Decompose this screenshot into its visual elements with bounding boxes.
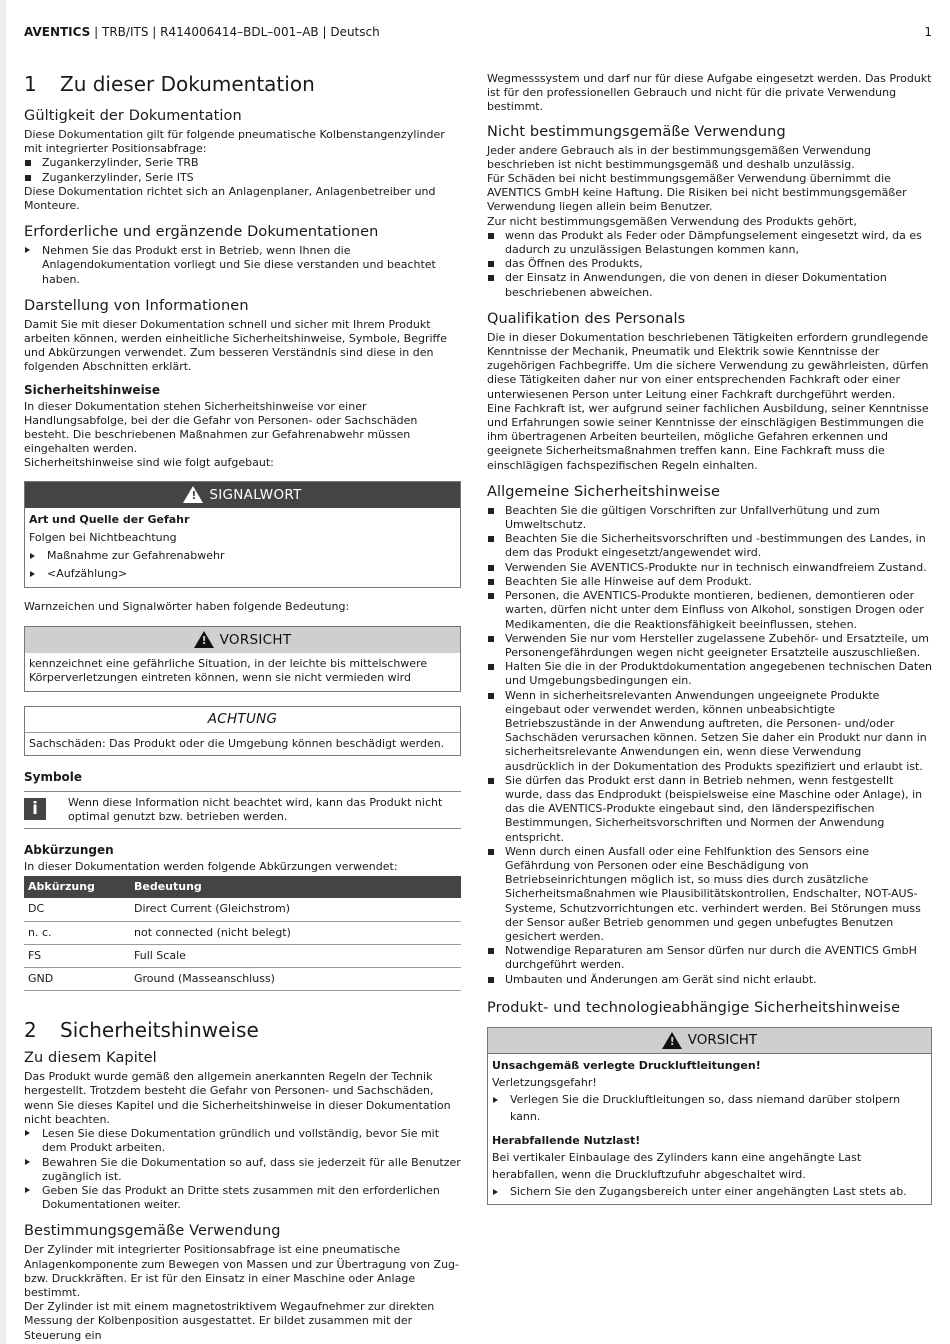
section-2-heading: 2 Sicherheitshinweise — [24, 1018, 259, 1043]
warning-icon: ! — [194, 631, 214, 648]
achtung-text: Sachschäden: Das Produkt oder die Umgebung können beschädigt werden. — [29, 736, 445, 750]
paragraph: Wegmesssystem und darf nur für diese Aufgabe eingesetzt werden. Das Produkt ist für den professionellen Gebrauch und nicht für die private Verwendung bestimmt. — [487, 72, 932, 114]
list-item: Nehmen Sie das Produkt erst in Betrieb, wenn Ihnen die Anlagendokumentation vorliegt und Sie diese verstanden und beachtet haben. — [24, 244, 461, 287]
list-item: Verlegen Sie die Druckluftleitungen so, dass niemand darüber stolpern kann. — [492, 1091, 927, 1125]
list-item: das Öffnen des Produkts, — [487, 257, 932, 271]
paragraph: Eine Fachkraft ist, wer aufgrund seiner fachlichen Ausbildung, seiner Kenntnisse und Erfahrungen sowie seiner Kenntnisse der einschlägigen Bestimmungen die ihm übertragenen Arbeiten beurteilen, mögliche Gefahren erkennen und geeignete Sicherheitsmaßnahmen treffen kann. Eine Fachkraft muss die einschlägigen fachspezifischen Regeln einhalten. — [487, 401, 929, 472]
warning-2-title: Herabfallende Nutzlast! — [492, 1133, 641, 1147]
table-header-meaning: Bedeutung — [130, 876, 461, 898]
paragraph: Das Produkt wurde gemäß den allgemein anerkannten Regeln der Technik hergestellt. Trotzdem besteht die Gefahr von Personen- und Sachschäden, wenn Sie dieses Kapitel und die Sicherheitshinweise in dieser Dokumentation nicht beachten. — [24, 1070, 451, 1126]
list-item: Verwenden Sie AVENTICS-Produkte nur in technisch einwandfreiem Zustand. — [487, 561, 932, 575]
heading-validity: Gültigkeit der Dokumentation — [24, 108, 242, 124]
heading-symbols: Symbole — [24, 769, 83, 784]
list-item: Sie dürfen das Produkt erst dann in Betrieb nehmen, wenn festgestellt wurde, dass das Endprodukt (beispielsweise eine Maschine oder Anlage), in das die AVENTICS-Produkte eingebaut sind, den länderspezifischen Bestimmungen, Sicherheitsvorschriften und Normen der Anwendung entspricht. — [487, 774, 932, 845]
table-cell: FS — [24, 944, 130, 967]
list-item: Halten Sie die in der Produktdokumentation angegebenen technischen Daten und Umgebungsbedingungen ein. — [487, 660, 932, 688]
table-cell: DC — [24, 898, 130, 921]
list-item: Beachten Sie die Sicherheitsvorschriften und -bestimmungen des Landes, in dem das Produkt eingesetzt/angewendet wird. — [487, 532, 932, 560]
table-cell: GND — [24, 968, 130, 991]
vorsicht-product-box — [487, 1027, 932, 1205]
paragraph: Die in dieser Dokumentation beschriebenen Tätigkeiten erfordern grundlegende Kenntnisse der Mechanik, Pneumatik und Elektrik sowie Kenntnisse der zugehörigen Fachbegriffe. Um die sichere Verwendung zu gewährleisten, dürfen diese Tätigkeiten daher nur von einer entsprechenden Fachkraft oder einer unterwiesenen Person unter Leitung einer Fachkraft durchgeführt werden. — [487, 330, 929, 401]
heading-chapter: Zu diesem Kapitel — [24, 1050, 157, 1067]
left-column — [24, 70, 461, 1343]
warning-1-title: Unsachgemäß verlegte Druckluftleitungen! — [492, 1058, 761, 1072]
paragraph: In dieser Dokumentation stehen Sicherheitshinweise vor einer Handlungsabfolge, bei der die Gefahr von Personen- oder Sachschäden besteht. Die beschriebenen Maßnahmen zur Gefahrenabwehr müssen eingehalten werden. — [24, 399, 418, 456]
heading-general-safety: Allgemeine Sicherheitshinweise — [487, 483, 720, 500]
info-symbol-row — [24, 791, 461, 829]
warning-2-text: Bei vertikaler Einbaulage des Zylinders kann eine angehängte Last herabfallen, wenn die Druckluftzufuhr abgeschaltet wird. — [492, 1150, 862, 1181]
heading-safety-notes: Sicherheitshinweise — [24, 382, 160, 397]
list-item: <Aufzählung> — [29, 565, 456, 583]
list-item: Notwendige Reparaturen am Sensor dürfen nur durch die AVENTICS GmbH durchgeführt werden. — [487, 944, 932, 972]
paragraph: Zur nicht bestimmungsgemäßen Verwendung des Produkts gehört, — [487, 214, 857, 228]
hazard-type: Art und Quelle der Gefahr — [29, 512, 190, 526]
paragraph: Jeder andere Gebrauch als in der bestimmungsgemäßen Verwendung beschrieben ist nicht bestimmungsgemäß und deshalb unzulässig. — [487, 143, 872, 171]
warning-icon: ! — [183, 486, 203, 503]
table-cell: not connected (nicht belegt) — [130, 921, 461, 944]
signalwort-header: ! SIGNALWORT — [25, 482, 460, 508]
paragraph: Diese Dokumentation richtet sich an Anlagenplaner, Anlagenbetreiber und Monteure. — [24, 184, 436, 213]
abbreviations-table — [24, 876, 461, 991]
paragraph: Der Zylinder ist mit einem magnetostriktivem Wegaufnehmer zur direkten Messung der Kolbenposition ausgestattet. Er bildet zusammen mit der Steuerung ein — [24, 1300, 435, 1342]
vorsicht-header: ! VORSICHT — [25, 627, 460, 653]
list-item: Umbauten und Änderungen am Gerät sind nicht erlaubt. — [487, 973, 932, 987]
list-item: der Einsatz in Anwendungen, die von denen in dieser Dokumentation beschriebenen abweichen. — [487, 271, 932, 299]
vorsicht-text: kennzeichnet eine gefährliche Situation, in der leichte bis mittelschwere Körperverletzungen eintreten können, wenn sie nicht vermieden wird — [29, 656, 428, 685]
right-column — [487, 72, 932, 1215]
heading-intended-use: Bestimmungsgemäße Verwendung — [24, 1223, 281, 1240]
paragraph: Warnzeichen und Signalwörter haben folgende Bedeutung: — [24, 599, 350, 613]
achtung-box — [24, 706, 461, 756]
table-row — [24, 898, 461, 921]
paragraph: In dieser Dokumentation werden folgende Abkürzungen verwendet: — [24, 860, 398, 874]
list-item: Maßnahme zur Gefahrenabwehr — [29, 547, 456, 565]
required-list — [24, 244, 461, 287]
table-header-abbr: Abkürzung — [24, 876, 130, 898]
table-row — [24, 968, 461, 991]
info-icon: i — [24, 798, 46, 820]
signalwort-box — [24, 481, 461, 588]
misuse-list — [487, 229, 932, 300]
table-cell: n. c. — [24, 921, 130, 944]
table-row — [24, 921, 461, 944]
list-item: Lesen Sie diese Dokumentation gründlich und vollständig, bevor Sie mit dem Produkt arbeiten. — [24, 1127, 461, 1155]
achtung-header: ACHTUNG — [25, 707, 460, 733]
general-safety-list — [487, 504, 932, 987]
list-item: Zugankerzylinder, Serie TRB — [24, 156, 461, 170]
heading-required-docs: Erforderliche und ergänzende Dokumentationen — [24, 224, 379, 241]
brand-name: AVENTICS — [24, 25, 91, 39]
list-item: Zugankerzylinder, Serie ITS — [24, 171, 461, 185]
vorsicht-header: ! VORSICHT — [488, 1028, 931, 1054]
list-item: Beachten Sie alle Hinweise auf dem Produkt. — [487, 575, 932, 589]
section-1-heading: 1 Zu dieser Dokumentation — [24, 72, 315, 96]
heading-qualification: Qualifikation des Personals — [487, 310, 686, 327]
paragraph: Für Schäden bei nicht bestimmungsgemäßer Verwendung übernimmt die AVENTICS GmbH keine Haftung. Die Risiken bei nicht bestimmungsgemäßer Verwendung liegen allein beim Benutzer. — [487, 172, 907, 214]
paragraph: Damit Sie mit dieser Dokumentation schnell und sicher mit Ihrem Produkt arbeiten können, werden einheitliche Sicherheitshinweise, Symbole, Begriffe und Abkürzungen verwendet. Zum besseren Verständnis sind diese in den folgenden Abschnitten erklärt. — [24, 317, 447, 374]
vorsicht-box — [24, 626, 461, 692]
list-item: Wenn durch einen Ausfall oder eine Fehlfunktion des Sensors eine Gefährdung von Personen oder eine Beschädigung von Betriebseinrichtungen möglich ist, so muss dies durch zusätzliche Sicherheitsmaßnahmen wie Plausibilitätskontrollen, Endschalter, NOT-AUS-Systeme, Schutzvorrichtungen etc. verhindert werden. Bei Störungen muss der Sensor außer Betrieb genommen und gegen unbefugtes Benutzen gesichert werden. — [487, 845, 932, 944]
list-item: wenn das Produkt als Feder oder Dämpfungselement eingesetzt wird, da es dadurch zu unzulässigen Belastungen kommen kann, — [487, 229, 932, 257]
paragraph: Sicherheitshinweise sind wie folgt aufgebaut: — [24, 456, 274, 470]
paragraph: Diese Dokumentation gilt für folgende pneumatische Kolbenstangenzylinder mit integrierter Positionsabfrage: — [24, 128, 445, 156]
table-row — [24, 944, 461, 967]
list-item: Bewahren Sie die Dokumentation so auf, dass sie jederzeit für alle Benutzer zugänglich ist. — [24, 1156, 461, 1184]
warning-1-text: Verletzungsgefahr! — [492, 1075, 597, 1089]
heading-product-safety: Produkt- und technologieabhängige Sicherheitshinweise — [487, 999, 901, 1016]
page-number: 1 — [924, 25, 932, 39]
info-text: Wenn diese Information nicht beachtet wird, kann das Produkt nicht optimal genutzt bzw. betrieben werden. — [68, 795, 443, 824]
list-item: Personen, die AVENTICS-Produkte montieren, bedienen, demontieren oder warten, dürfen nicht unter dem Einfluss von Alkohol, sonstigen Drogen oder Medikamenten, die die Reaktionsfähigkeit beeinflussen, stehen. — [487, 589, 932, 632]
table-cell: Full Scale — [130, 944, 461, 967]
table-cell: Direct Current (Gleichstrom) — [130, 898, 461, 921]
hazard-consequence: Folgen bei Nichtbeachtung — [29, 530, 177, 544]
list-item: Geben Sie das Produkt an Dritte stets zusammen mit den erforderlichen Dokumentationen weiter. — [24, 1184, 461, 1212]
list-item: Verwenden Sie nur vom Hersteller zugelassene Zubehör- und Ersatzteile, um Personengefährdungen wegen nicht geeigneter Ersatzteile auszuschließen. — [487, 632, 932, 660]
validity-list — [24, 156, 461, 184]
list-item: Sichern Sie den Zugangsbereich unter einer angehängten Last stets ab. — [492, 1183, 927, 1200]
list-item: Beachten Sie die gültigen Vorschriften zur Unfallverhütung und zum Umweltschutz. — [487, 504, 932, 532]
heading-misuse: Nicht bestimmungsgemäße Verwendung — [487, 123, 786, 140]
heading-abbreviations: Abkürzungen — [24, 843, 114, 858]
paragraph: Der Zylinder mit integrierter Positionsabfrage ist eine pneumatische Anlagenkomponente zum Bewegen von Massen und zur Übertragung von Zug- bzw. Druckkräften. Er ist für den Einsatz in einer Maschine oder Anlage bestimmt. — [24, 1243, 459, 1299]
page-header — [24, 25, 932, 43]
header-doc-info: | TRB/ITS | R414006414–BDL–001–AB | Deutsch — [90, 25, 380, 39]
page-margin-strip — [0, 0, 6, 1344]
heading-information: Darstellung von Informationen — [24, 297, 249, 314]
chapter-list — [24, 1127, 461, 1212]
list-item: Wenn in sicherheitsrelevanten Anwendungen ungeeignete Produkte eingebaut oder verwendet werden, können unbeabsichtigte Betriebszustände in der Anwendung auftreten, die Personen- und/oder Sachschäden verursachen können. Setzen Sie daher ein Produkt nur dann in sicherheitsrelevante Anwendungen ein, wenn diese Verwendung ausdrücklich in der Dokumentation des Produkts spezifiziert und erlaubt ist. — [487, 689, 932, 774]
table-cell: Ground (Masseanschluss) — [130, 968, 461, 991]
warning-icon: ! — [662, 1032, 682, 1049]
